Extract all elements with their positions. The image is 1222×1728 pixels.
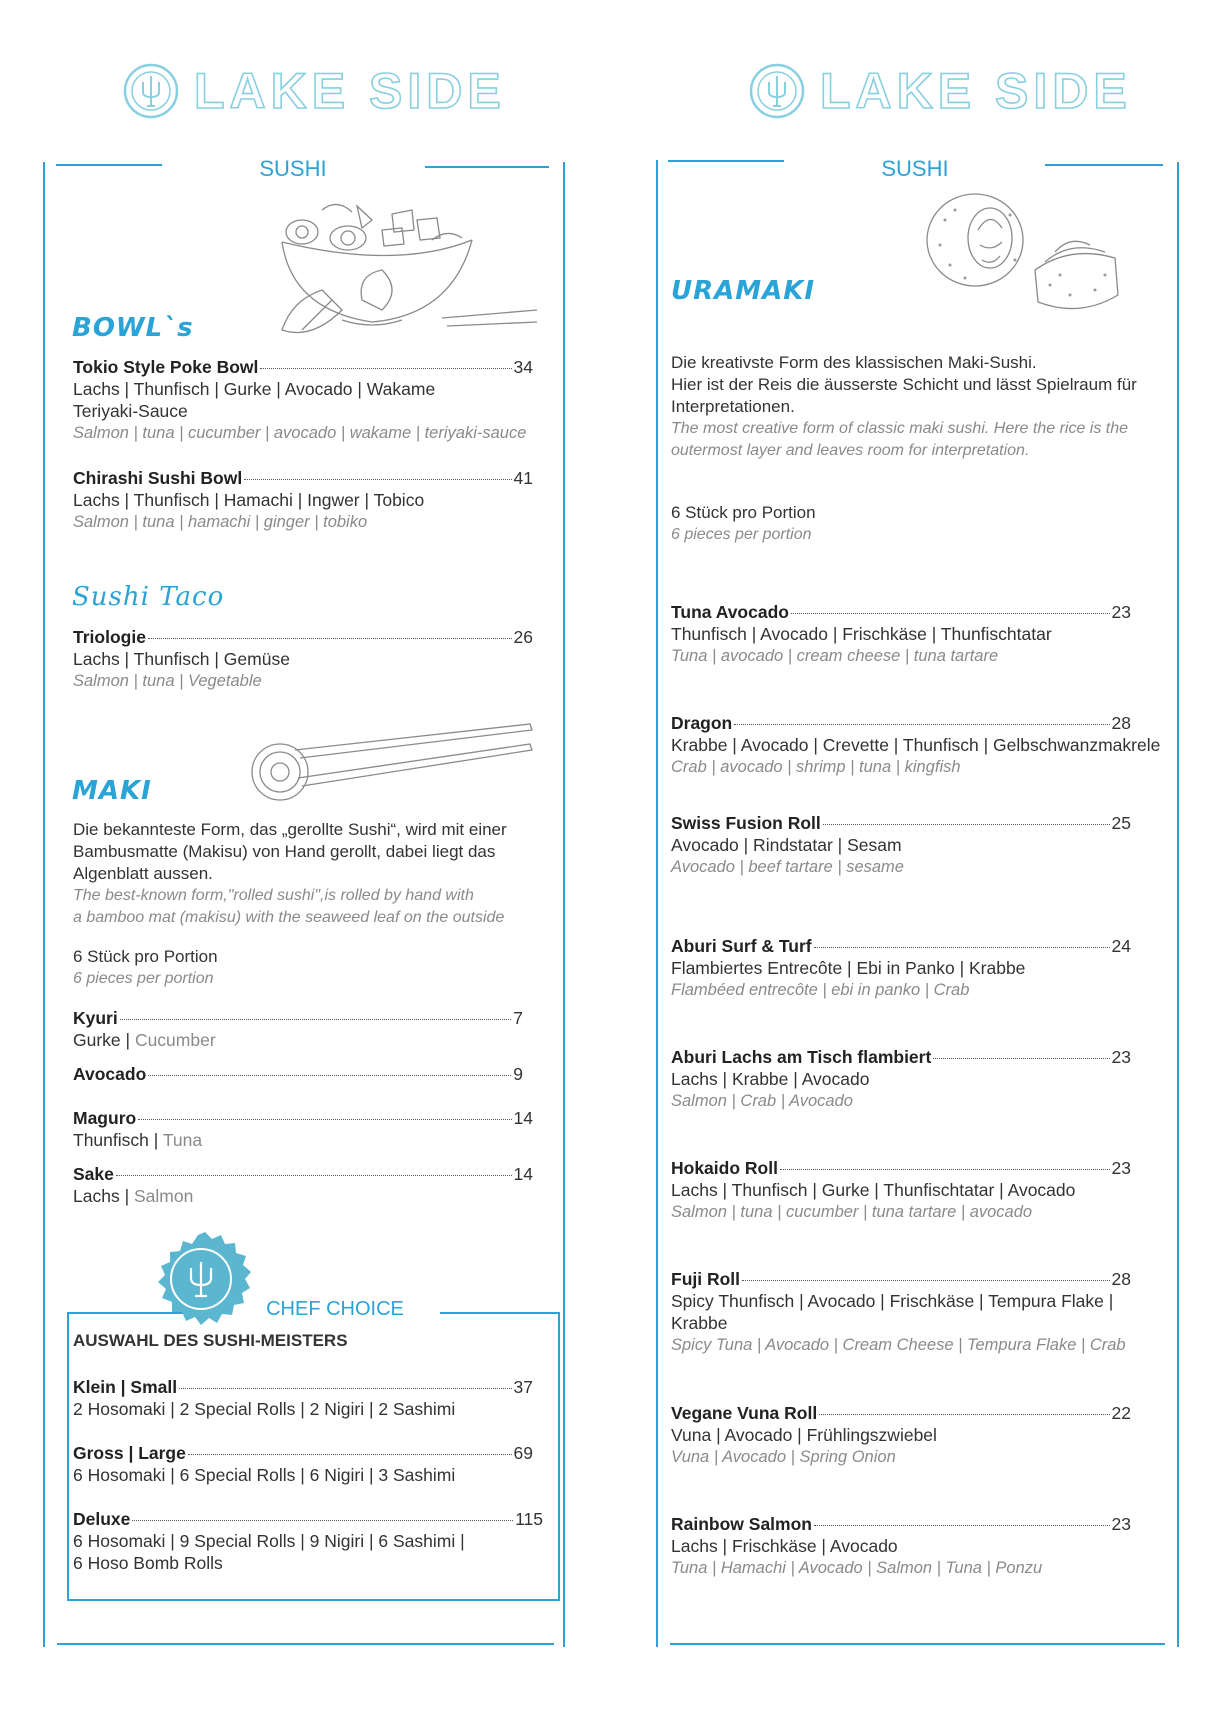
item-name: Tuna Avocado <box>671 602 789 622</box>
menu-item <box>671 1513 1131 1579</box>
item-price: 23 <box>1111 1047 1131 1067</box>
item-desc-de-2: Krabbe <box>671 1313 728 1333</box>
item-name: Kyuri <box>73 1008 118 1028</box>
item-desc-de: Lachs | Thunfisch | Hamachi | Ingwer | Tobico <box>73 490 425 510</box>
item-name: Chirashi Sushi Bowl <box>73 468 243 488</box>
separator: | <box>119 1186 134 1206</box>
menu-item <box>73 626 533 692</box>
right-frame-left <box>656 160 658 1647</box>
item-desc-de: Spicy Thunfisch | Avocado | Frischkäse | Tempura Flake | <box>671 1291 1114 1311</box>
menu-item <box>671 712 1161 778</box>
item-desc-en: Avocado | beef tartare | sesame <box>671 858 904 876</box>
right-bottom-rule <box>670 1643 1165 1645</box>
item-desc-de: Gurke <box>73 1030 121 1050</box>
maki-portion <box>73 946 218 990</box>
menu-item <box>73 1007 523 1051</box>
uramaki-desc-en-1: The most creative form of classic maki sushi. Here the rice is the <box>671 420 1129 437</box>
portion-en: 6 pieces per portion <box>671 526 812 543</box>
menu-item <box>73 1442 533 1486</box>
right-top-rule-a <box>668 160 784 162</box>
right-caption: SUSHI <box>881 156 949 181</box>
item-name: Avocado <box>73 1064 147 1084</box>
maki-desc-en-1: The best-known form,"rolled sushi",is rolled by hand with <box>73 887 474 904</box>
portion-de: 6 Stück pro Portion <box>73 947 218 966</box>
item-desc-de: Lachs | Frischkäse | Avocado <box>671 1536 898 1556</box>
maki-title: MAKI <box>72 776 152 806</box>
item-desc-en: Flambéed entrecôte | ebi in panko | Crab <box>671 981 970 999</box>
left-logo <box>122 62 506 120</box>
uramaki-desc-en-2: outermost layer and leaves room for interpretation. <box>671 442 1030 459</box>
menu-item <box>671 601 1131 667</box>
item-desc-de: Avocado | Rindstatar | Sesam <box>671 835 902 855</box>
item-name: Maguro <box>73 1108 137 1128</box>
item-price: 37 <box>513 1377 533 1397</box>
item-name: Rainbow Salmon <box>671 1514 812 1534</box>
item-name: Fuji Roll <box>671 1269 741 1289</box>
item-desc-de-2: Teriyaki-Sauce <box>73 401 188 421</box>
item-price: 7 <box>513 1008 523 1028</box>
item-desc-en: Vuna | Avocado | Spring Onion <box>671 1448 896 1466</box>
item-desc-de: Thunfisch <box>73 1130 149 1150</box>
item-price: 14 <box>513 1108 533 1128</box>
left-logo-text: LAKE SIDE <box>194 63 506 119</box>
item-desc-en: Tuna | Hamachi | Avocado | Salmon | Tuna | Ponzu <box>671 1559 1043 1577</box>
item-desc-de: Lachs | Thunfisch | Gurke | Avocado | Wakame <box>73 379 436 399</box>
menu-item <box>671 1402 1131 1468</box>
item-desc-en: Tuna <box>162 1130 203 1150</box>
item-name: Dragon <box>671 713 733 733</box>
maki-chopsticks-sketch <box>250 716 535 806</box>
menu-item <box>73 1163 533 1207</box>
item-desc: 6 Hosomaki | 9 Special Rolls | 9 Nigiri | 6 Sashimi | <box>73 1531 465 1551</box>
maki-description <box>73 819 553 929</box>
item-price: 24 <box>1111 936 1131 956</box>
item-desc-de: Lachs | Thunfisch | Gurke | Thunfischtatar | Avocado <box>671 1180 1076 1200</box>
item-desc-en: Salmon <box>133 1186 194 1206</box>
item-desc-de: Flambiertes Entrecôte | Ebi in Panko | Krabbe <box>671 958 1026 978</box>
trident-logo-icon <box>122 62 180 120</box>
left-bottom-rule <box>57 1643 554 1645</box>
item-desc-de: Lachs | Krabbe | Avocado <box>671 1069 870 1089</box>
item-desc-en: Tuna | avocado | cream cheese | tuna tartare <box>671 647 999 665</box>
portion-de: 6 Stück pro Portion <box>671 503 816 522</box>
item-name: Swiss Fusion Roll <box>671 813 821 833</box>
item-price: 28 <box>1111 713 1131 733</box>
item-name: Gross | Large <box>73 1443 186 1463</box>
item-price: 14 <box>513 1164 533 1184</box>
item-desc: 6 Hosomaki | 6 Special Rolls | 6 Nigiri | 3 Sashimi <box>73 1465 456 1485</box>
uramaki-desc-de-3: Interpretationen. <box>671 397 795 416</box>
item-desc-en: Cucumber <box>134 1030 216 1050</box>
item-name: Aburi Lachs am Tisch flambiert <box>671 1047 932 1067</box>
item-desc-en: Crab | avocado | shrimp | tuna | kingfish <box>671 758 961 776</box>
item-name: Sake <box>73 1164 114 1184</box>
right-top-rule-b <box>1045 164 1163 166</box>
menu-item <box>73 1376 533 1420</box>
right-frame-right <box>1177 162 1179 1647</box>
menu-item <box>73 467 533 533</box>
chef-choice-subtitle: AUSWAHL DES SUSHI-MEISTERS <box>73 1331 348 1350</box>
item-desc-en: Salmon | tuna | cucumber | tuna tartare | avocado <box>671 1203 1033 1221</box>
menu-item <box>671 1157 1131 1223</box>
item-desc-en: Salmon | tuna | hamachi | ginger | tobiko <box>73 513 368 531</box>
separator: | <box>148 1130 163 1150</box>
item-price: 41 <box>513 468 533 488</box>
item-price: 9 <box>513 1064 523 1084</box>
item-price: 69 <box>513 1443 533 1463</box>
bowls-title: BOWL`s <box>72 313 194 343</box>
item-price: 26 <box>513 627 533 647</box>
item-desc-en: Salmon | Crab | Avocado <box>671 1092 853 1110</box>
uramaki-portion <box>671 502 816 546</box>
item-desc-de: Lachs <box>73 1186 120 1206</box>
maki-desc-en-2: a bamboo mat (makisu) with the seaweed leaf on the outside <box>73 909 505 926</box>
item-desc-de: Krabbe | Avocado | Crevette | Thunfisch | Gelbschwanzmakrele <box>671 735 1161 755</box>
menu-item <box>73 1508 543 1574</box>
item-price: 23 <box>1111 1158 1131 1178</box>
left-caption: SUSHI <box>259 156 327 181</box>
uramaki-sketch <box>920 190 1130 320</box>
chef-choice-title: CHEF CHOICE <box>266 1298 404 1320</box>
right-logo-text: LAKE SIDE <box>820 63 1132 119</box>
uramaki-desc-de-1: Die kreativste Form des klassischen Maki-Sushi. <box>671 353 1037 372</box>
item-name: Tokio Style Poke Bowl <box>73 357 259 377</box>
item-desc-de: Thunfisch | Avocado | Frischkäse | Thunfischtatar <box>671 624 1052 644</box>
menu-item <box>671 1268 1131 1356</box>
item-price: 23 <box>1111 1514 1131 1534</box>
taco-title: Sushi Taco <box>72 582 225 612</box>
uramaki-description <box>671 352 1176 462</box>
left-top-rule-b <box>425 166 549 168</box>
poke-bowl-sketch <box>262 200 542 350</box>
menu-item <box>671 1046 1131 1112</box>
item-desc-de: Vuna | Avocado | Frühlingszwiebel <box>671 1425 937 1445</box>
item-price: 22 <box>1111 1403 1131 1423</box>
left-top-rule-a <box>56 164 162 166</box>
item-price: 25 <box>1111 813 1131 833</box>
right-logo <box>748 62 1132 120</box>
item-name: Hokaido Roll <box>671 1158 778 1178</box>
item-name: Vegane Vuna Roll <box>671 1403 818 1423</box>
item-name: Triologie <box>73 627 146 647</box>
item-name: Aburi Surf & Turf <box>671 936 812 956</box>
maki-desc-de-3: Algenblatt aussen. <box>73 864 213 883</box>
separator: | <box>120 1030 135 1050</box>
menu-item <box>671 935 1131 1001</box>
portion-en: 6 pieces per portion <box>73 970 214 987</box>
item-desc-en: Spicy Tuna | Avocado | Cream Cheese | Tempura Flake | Crab <box>671 1336 1126 1354</box>
trident-logo-icon <box>748 62 806 120</box>
menu-item <box>73 356 533 444</box>
maki-desc-de-2: Bambusmatte (Makisu) von Hand gerollt, dabei liegt das <box>73 842 496 861</box>
item-price: 34 <box>513 357 533 377</box>
uramaki-title: URAMAKI <box>671 276 816 306</box>
left-frame-right <box>563 162 565 1647</box>
item-price: 28 <box>1111 1269 1131 1289</box>
item-name: Klein | Small <box>73 1377 178 1397</box>
uramaki-desc-de-2: Hier ist der Reis die äusserste Schicht und lässt Spielraum für <box>671 375 1137 394</box>
left-frame-left <box>43 162 45 1647</box>
maki-desc-de-1: Die bekannteste Form, das „gerollte Sushi“, wird mit einer <box>73 820 507 839</box>
menu-item <box>73 1063 523 1085</box>
item-desc-2: 6 Hoso Bomb Rolls <box>73 1553 223 1573</box>
menu-item <box>73 1107 533 1151</box>
item-name: Deluxe <box>73 1509 131 1529</box>
item-desc: 2 Hosomaki | 2 Special Rolls | 2 Nigiri | 2 Sashimi <box>73 1399 456 1419</box>
item-desc-en: Salmon | tuna | Vegetable <box>73 672 262 690</box>
item-desc-de: Lachs | Thunfisch | Gemüse <box>73 649 290 669</box>
menu-item <box>671 812 1131 878</box>
item-price: 115 <box>515 1509 543 1529</box>
item-desc-en: Salmon | tuna | cucumber | avocado | wakame | teriyaki-sauce <box>73 424 527 442</box>
item-price: 23 <box>1111 602 1131 622</box>
